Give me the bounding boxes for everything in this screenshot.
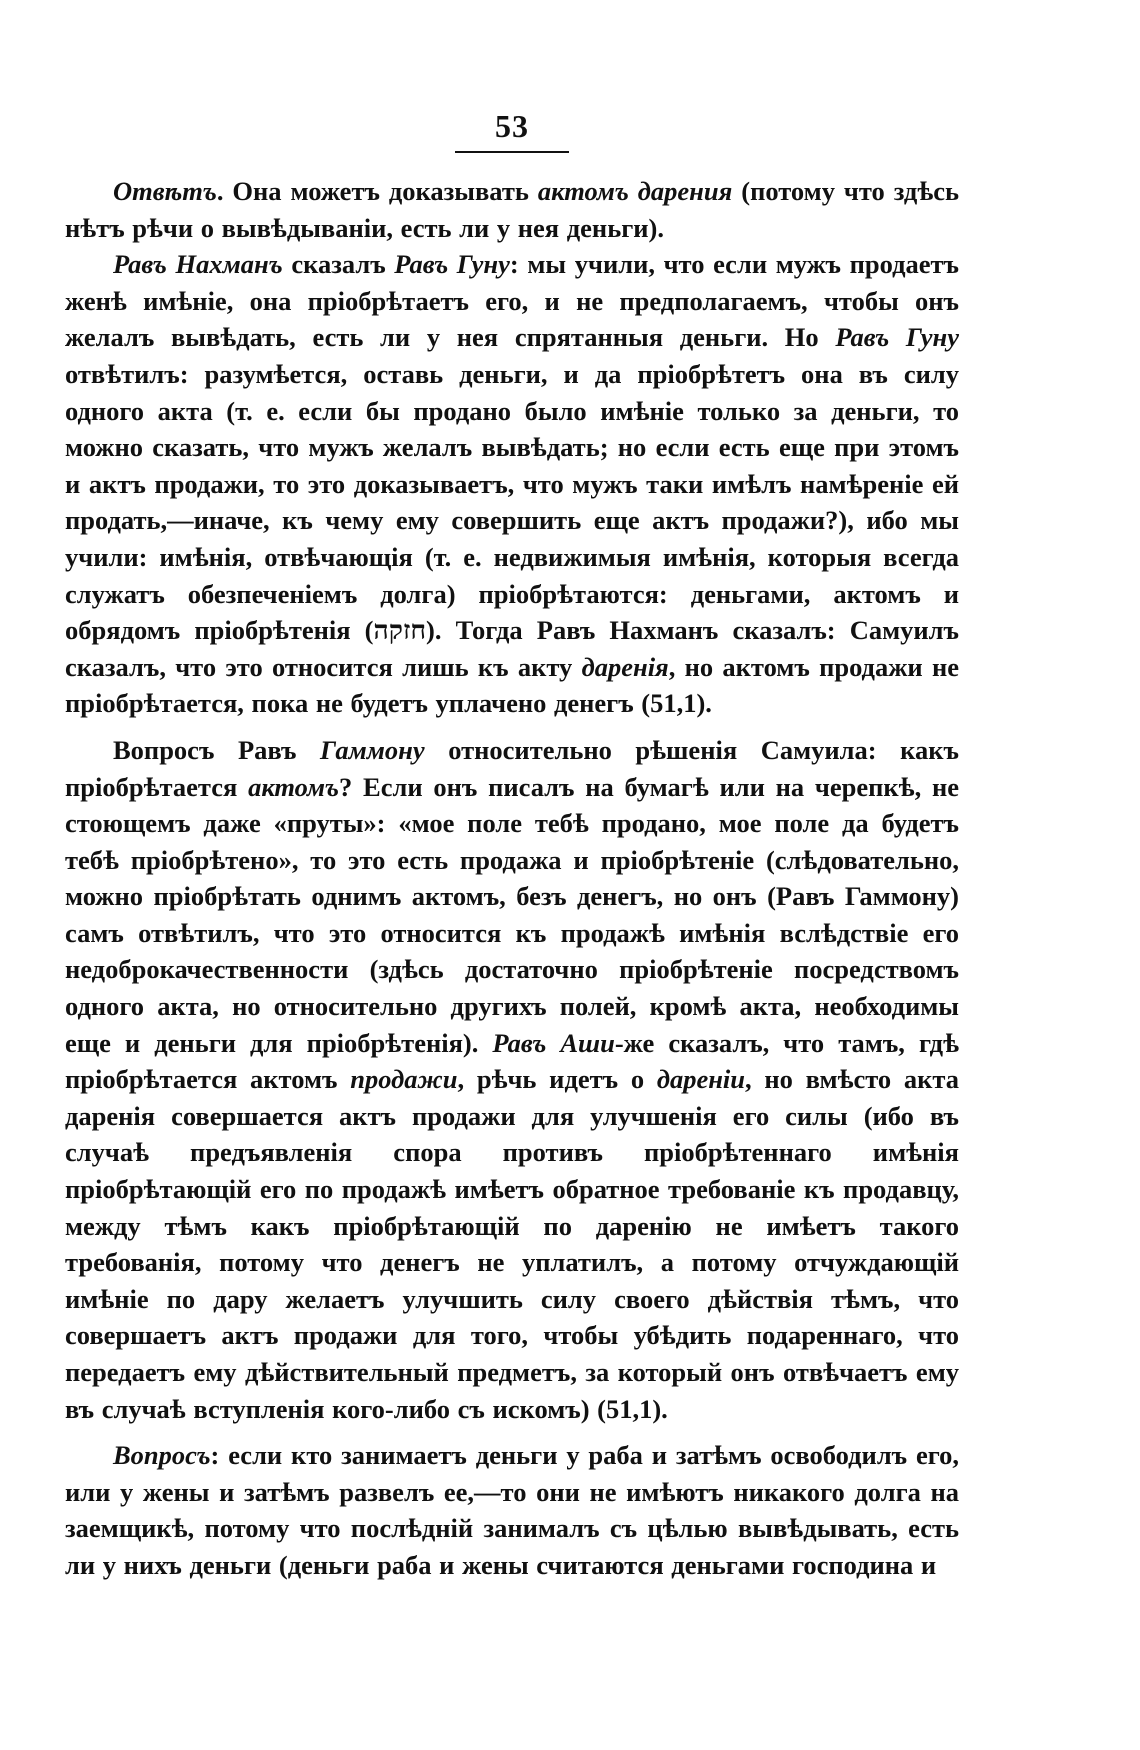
emphasis-text: Равъ Нахманъ <box>113 249 283 280</box>
emphasis-text: актомъ дарения <box>537 176 733 206</box>
body-text: (потому что здѣсь нѣтъ рѣчи о вывѣдываніи, есть ли у нея деньги). <box>65 176 960 243</box>
body-text: сказалъ <box>282 249 395 280</box>
body-text: , но актомъ продажи не пріобрѣтается, пока не будетъ уплачено денегъ (51,1). <box>65 651 959 719</box>
body-text: , рѣчь идетъ о <box>457 1064 657 1095</box>
emphasis-text: Равъ Аши <box>492 1027 615 1058</box>
paragraph-question-gammon <box>65 732 959 1427</box>
paragraph-answer <box>65 173 959 246</box>
paragraph-question-loan <box>65 1437 959 1583</box>
body-text: Вопросъ Равъ <box>113 734 321 765</box>
emphasis-text: Вопросъ <box>113 1440 211 1471</box>
emphasis-text: продажи <box>350 1064 458 1095</box>
emphasis-text: Равъ Гуну <box>394 249 510 280</box>
emphasis-text: дареніи <box>656 1064 746 1095</box>
page-header <box>65 108 959 153</box>
emphasis-text: актомъ <box>248 771 340 802</box>
body-text: ? Если онъ писалъ на бумагѣ или на черепкѣ, не стоющемъ даже «пруты»: «мое поле тебѣ продано, мое поле да будетъ тебѣ пріобрѣтено», то это есть продажа и пріобрѣтеніе (слѣдовательно, можно пріобрѣтать однимъ актомъ, безъ денегъ, но онъ (Равъ Гаммону) самъ отвѣтилъ, что это относится къ продажѣ имѣнія вслѣдствіе его недоброкачественности (здѣсь достаточно пріобрѣтеніе посредствомъ одного акта, но относительно другихъ полей, кромѣ акта, необходимы еще и деньги для пріобрѣтенія). <box>65 771 959 1058</box>
body-text: , но вмѣсто акта даренія совершается актъ продажи для улучшенія его силы (ибо въ случаѣ предъявленія спора противъ пріобрѣтеннаго имѣнія пріобрѣтающій его по продажѣ имѣетъ обратное требованіе къ продавцу, между тѣмъ какъ пріобрѣтающій по даренію не имѣетъ такого требованія, потому что денегъ не уплатилъ, а потому отчуждающій имѣніе по дару желаетъ улучшить силу своего дѣйствія тѣмъ, что совершаетъ актъ продажи для того, чтобы убѣдить подареннаго, что передаетъ ему дѣйствительный предметъ, за который онъ отвѣчаетъ ему въ случаѣ вступленія кого-либо съ искомъ) (51,1). <box>65 1064 959 1424</box>
paragraph-rav-nakhman <box>65 246 959 722</box>
emphasis-text: Отвѣтъ <box>113 176 217 206</box>
page-number: 53 <box>455 108 569 153</box>
body-text: . Она можетъ доказывать <box>216 176 538 206</box>
book-page <box>65 108 959 1584</box>
body-text: отвѣтилъ: разумѣется, оставь деньги, и да пріобрѣтетъ она въ силу одного акта (т. е. если бы продано было имѣніе только за деньги, то можно сказать, что мужъ желалъ вывѣдать; но если есть еще при этомъ и актъ продажи, то это доказываетъ, что мужъ таки имѣлъ намѣреніе ей продать,—иначе, къ чему ему совершить еще актъ продажи?), ибо мы учили: имѣнія, отвѣчающія (т. е. недвижимыя имѣнія, которыя всегда служатъ обезпеченіемъ долга) пріобрѣтаются: деньгами, актомъ и обрядомъ пріобрѣтенія (חזקה). Тогда Равъ Нахманъ сказалъ: Самуилъ сказалъ, что это относится лишь къ акту <box>65 358 959 682</box>
emphasis-text: даренія <box>581 651 669 682</box>
body-text: : если кто занимаетъ деньги у раба и затѣмъ освободилъ его, или у жены и затѣмъ развелъ ее,—то они не имѣютъ никакого долга на заемщикѣ, потому что послѣдній занималъ съ цѣлью вывѣдывать, есть ли у нихъ деньги (деньги раба и жены считаются деньгами господина и <box>65 1440 959 1580</box>
body-text: относительно рѣшенія Самуила: какъ пріобрѣтается <box>65 734 959 802</box>
body-text: -же сказалъ, что тамъ, гдѣ пріобрѣтается актомъ <box>65 1027 959 1095</box>
emphasis-text: Гаммону <box>320 734 425 765</box>
emphasis-text: Равъ Гуну <box>835 322 960 353</box>
body-text: : мы учили, что если мужъ продаетъ женѣ имѣніе, она пріобрѣтаетъ его, и не предполагаемъ, чтобы онъ желалъ вывѣдать, есть ли у нея спрятанныя деньги. Но <box>65 249 959 353</box>
